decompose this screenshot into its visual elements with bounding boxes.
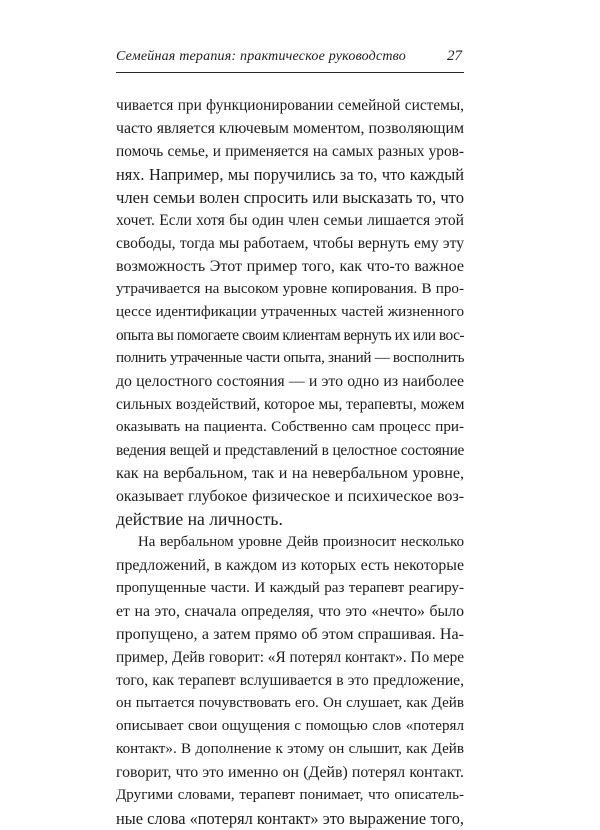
text-line: нях. Например, мы поручились за то, что каждый bbox=[116, 165, 464, 184]
paragraph-2 bbox=[116, 531, 464, 830]
text-line: пропущенные части. И каждый раз терапевт реагиру- bbox=[116, 580, 464, 596]
header-rule bbox=[116, 72, 464, 73]
text-line: он пытается почувствовать его. Он слушает, как Дейв bbox=[116, 695, 464, 711]
text-line: Другими словами, терапевт понимает, что описатель- bbox=[116, 787, 464, 803]
text-line: утрачивается на высоком уровне копирования. В про- bbox=[116, 281, 464, 297]
text-line: оказывает глубокое физическое и психическое воз- bbox=[116, 488, 464, 505]
text-line: того, как терапевт вслушивается в это предложение, bbox=[116, 672, 464, 689]
text-line: На вербальном уровне Дейв произносит несколько bbox=[138, 534, 464, 550]
text-line: описывает свои ощущения с помощью слов «потерял bbox=[116, 718, 464, 734]
text-line: оказывать на пациента. Собственно сам процесс при- bbox=[116, 419, 464, 435]
paragraph-1 bbox=[116, 94, 464, 531]
text-line: сильных воздействий, которое мы, терапевты, можем bbox=[116, 396, 464, 413]
text-line: ные слова «потерял контакт» это выражение того, bbox=[116, 809, 464, 828]
text-line: цессе идентификации утраченных частей жизненного bbox=[116, 304, 464, 320]
running-header-title: Семейная терапия: практическое руководство bbox=[116, 49, 406, 64]
text-line: свободы, тогда мы работаем, чтобы вернуть ему эту bbox=[116, 235, 464, 252]
page-number: 27 bbox=[447, 48, 462, 64]
text-line: чивается при функционировании семейной системы, bbox=[116, 97, 464, 114]
text-line: часто является ключевым моментом, позволяющим bbox=[116, 120, 464, 137]
text-line: ет на это, сначала определяя, что это «нечто» было bbox=[116, 603, 464, 620]
text-line: говорит, что это именно он (Дейв) потерял контакт. bbox=[116, 764, 464, 781]
text-line: ведения вещей и представлений в целостное состояние bbox=[116, 442, 464, 459]
text-line: до целостного состояния — и это одно из наиболее bbox=[116, 373, 464, 390]
text-line: полнить утраченные части опыта, знаний — восполнить bbox=[116, 350, 464, 366]
text-line: пропущено, а затем прямо об этом спрашивая. На- bbox=[116, 626, 464, 643]
text-line: действие на личность. bbox=[116, 509, 283, 529]
text-line: опыта вы помогаете своим клиентам вернуть их или вос- bbox=[116, 327, 464, 344]
text-line: пример, Дейв говорит: «Я потерял контакт». По мере bbox=[116, 649, 464, 666]
text-line: возможность Этот пример того, как что-то важное bbox=[116, 258, 464, 275]
text-line: помочь семье, и применяется на самых разных уров- bbox=[116, 143, 464, 160]
text-line: член семьи волен спросить или высказать то, что bbox=[116, 188, 464, 207]
text-line: как на вербальном, так и на невербальном уровне, bbox=[116, 465, 464, 482]
text-line: хочет. Если хотя бы один член семьи лишается этой bbox=[116, 212, 464, 229]
text-line: предложений, в каждом из которых есть некоторые bbox=[116, 557, 464, 574]
body-text bbox=[116, 94, 464, 830]
text-line: контакт». В дополнение к этому он слышит, как Дейв bbox=[116, 741, 464, 757]
running-header bbox=[116, 47, 464, 71]
